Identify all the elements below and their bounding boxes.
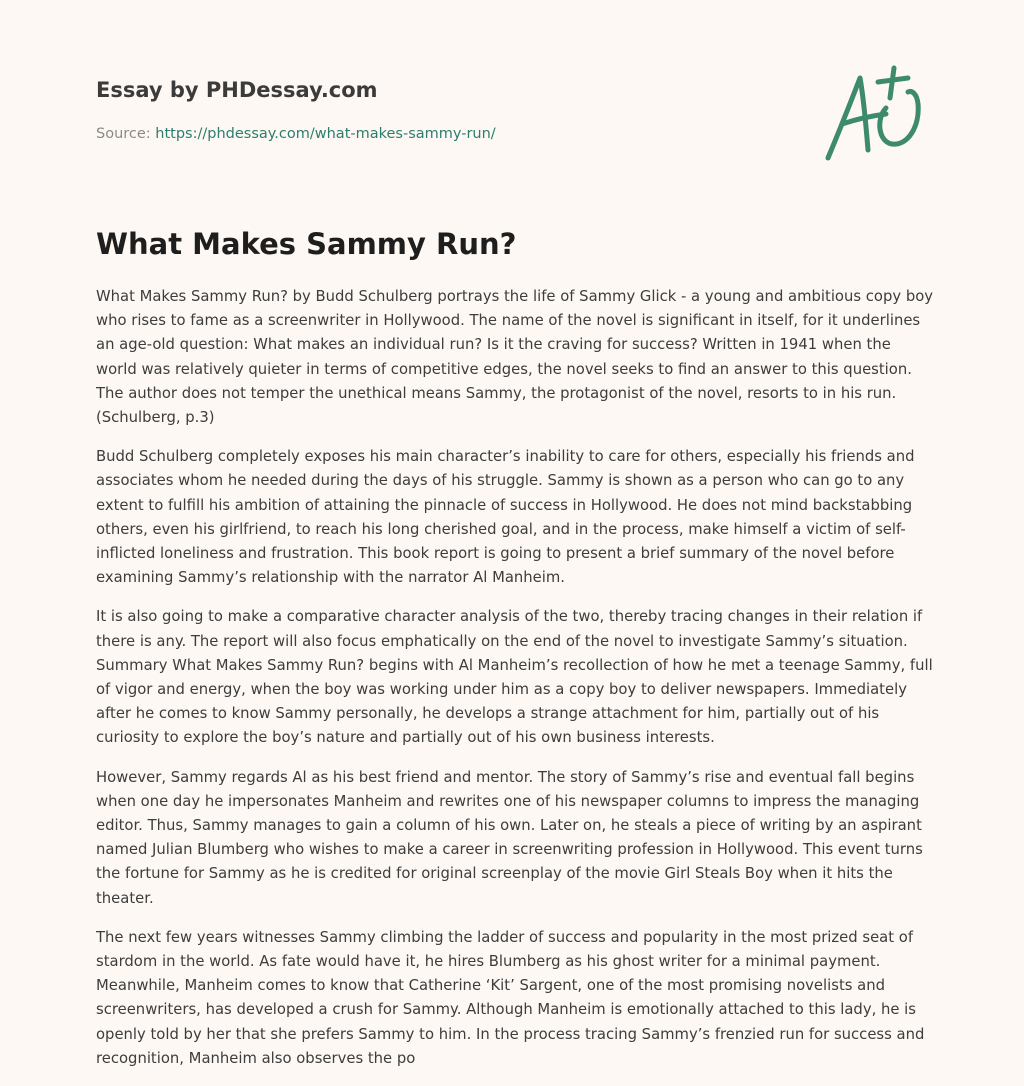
a-plus-logo-icon [820,64,930,168]
essay-paragraph: However, Sammy regards Al as his best friend and mentor. The story of Sammy’s rise and eventual fall begins when one day he impersonates Manheim and rewrites one of his newspaper columns to impress the managing editor. Thus, Sammy manages to gain a column of his own. Later on, he steals a piece of writing by an aspirant named Julian Blumberg who wishes to make a career in screenwriting profession in Hollywood. This event turns the fortune for Sammy as he is credited for original screenplay of the movie Girl Steals Boy when it hits the theater. [96,768,923,907]
essay-paragraph: What Makes Sammy Run? by Budd Schulberg portrays the life of Sammy Glick - a young and ambitious copy boy who rises to fame as a screenwriter in Hollywood. The name of the novel is significant in itself, for it underlines an age-old question: What makes an individual run? Is it the craving for success? Written in 1941 when the world was relatively quieter in terms of competitive edges, the novel seeks to find an answer to this question. The author does not temper the unethical means Sammy, the protagonist of the novel, resorts to in his run. (Schulberg, p.3) [96,288,934,427]
essay-paragraph: The next few years witnesses Sammy climbing the ladder of success and popularity in the most prized seat of stardom in the world. As fate would have it, he hires Blumberg as his ghost writer for a minimal payment. Meanwhile, Manheim comes to know that Catherine ‘Kit’ Sargent, one of the most promising novelists and screenwriters, has developed a crush for Sammy. Although Manheim is emotionally attached to this lady, he is openly told by her that she prefers Sammy to him. In the process tracing Sammy’s frenzied run for success and recognition, Manheim also observes the po [96,928,925,1067]
essay-title: What Makes Sammy Run? [96,227,517,261]
essay-paragraph: Budd Schulberg completely exposes his main character’s inability to care for others, especially his friends and associates whom he needed during the days of his struggle. Sammy is shown as a person who can go to any extent to fulfill his ambition of attaining the pinnacle of success in Hollywood. He does not mind backstabbing others, even his girlfriend, to reach his long cherished goal, and in the process, make himself a victim of self-inflicted loneliness and frustration. This book report is going to present a brief summary of the novel before examining Sammy’s relationship with the narrator Al Manheim. [96,448,915,587]
source-line [96,124,796,144]
document-header [96,74,796,144]
essay-body [96,285,936,1086]
essay-paragraph: It is also going to make a comparative character analysis of the two, thereby tracing changes in their relation if there is any. The report will also focus emphatically on the end of the novel to investigate Sammy’s situation. Summary What Makes Sammy Run? begins with Al Manheim’s recollection of how he met a teenage Sammy, full of vigor and energy, when the boy was working under him as a copy boy to deliver newspapers. Immediately after he comes to know Sammy personally, he develops a strange attachment for him, partially out of his curiosity to explore the boy’s nature and partially out of his own business interests. [96,608,933,747]
source-link[interactable]: https://phdessay.com/what-makes-sammy-run/ [155,126,496,142]
source-label: Source: [96,126,151,142]
brand-title: Essay by PHDessay.com [96,78,378,102]
